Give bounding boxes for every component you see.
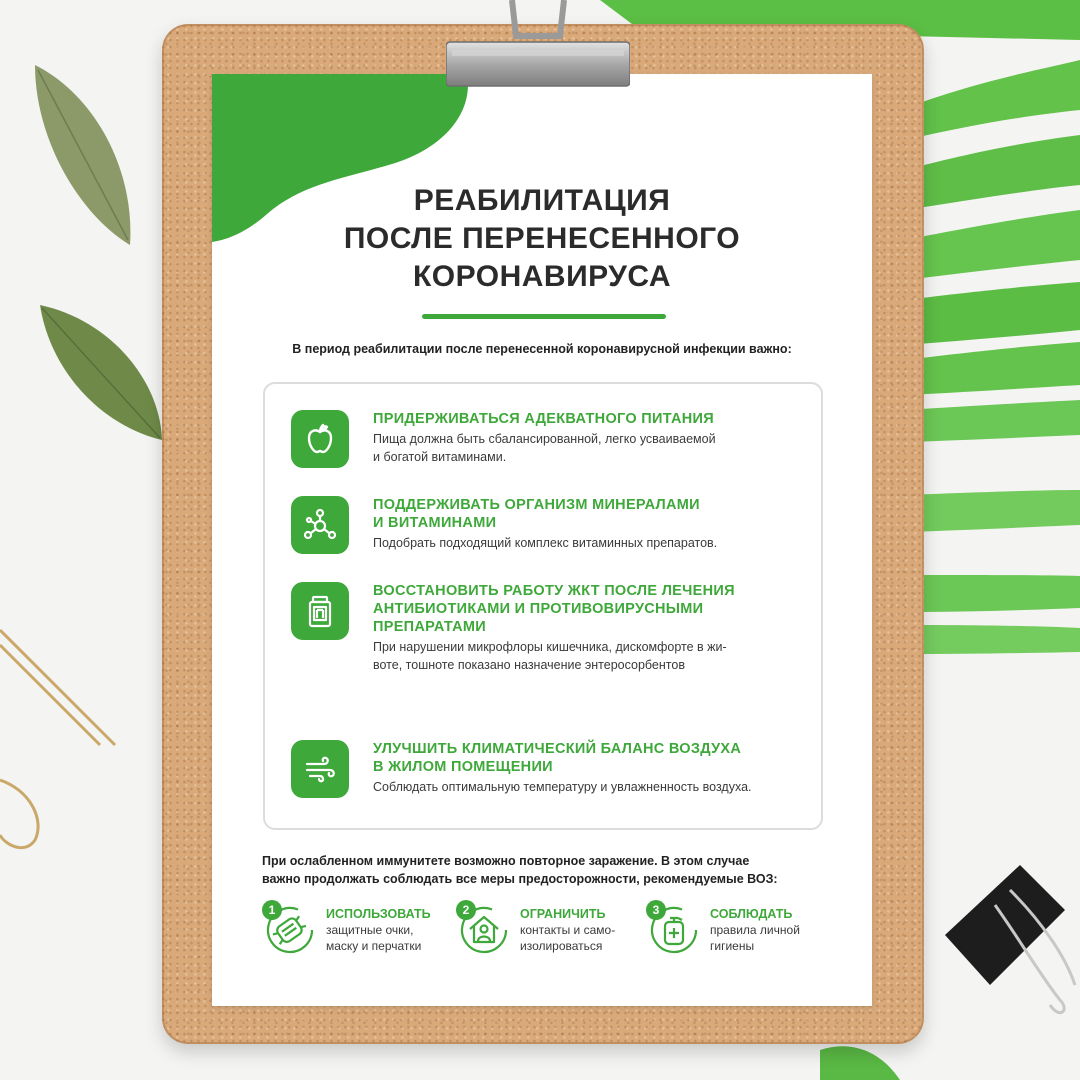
page-title	[212, 182, 872, 296]
tip-heading: УЛУЧШИТЬ КЛИМАТИЧЕСКИЙ БАЛАНС ВОЗДУХА В ЖИЛОМ ПОМЕЩЕНИИ	[373, 741, 742, 775]
rule-heading: ОГРАНИЧИТЬ	[520, 907, 606, 921]
info-sheet	[212, 74, 872, 1006]
air-flow-icon	[291, 740, 349, 798]
molecule-icon	[291, 496, 349, 554]
intro-text: В период реабилитации после перенесенной коронавирусной инфекции важно:	[292, 342, 792, 356]
rule-number-badge: 2	[456, 900, 476, 920]
rule-number-badge: 3	[646, 900, 666, 920]
pill-jar-icon	[291, 582, 349, 640]
rule-heading: СОБЛЮДАТЬ	[710, 907, 793, 921]
rule-description: защитные очки, маску и перчатки	[326, 923, 422, 953]
rule-description: правила личной гигиены	[710, 923, 800, 953]
tip-heading: ВОССТАНОВИТЬ РАБОТУ ЖКТ ПОСЛЕ ЛЕЧЕНИЯ АНТИБИОТИКАМИ И ПРОТИВОВИРУСНЫМИ ПРЕПАРАТАМИ	[373, 583, 735, 635]
tip-heading: ПРИДЕРЖИВАТЬСЯ АДЕКВАТНОГО ПИТАНИЯ	[373, 411, 714, 427]
rule-description: контакты и само- изолироваться	[520, 923, 616, 953]
tip-description: При нарушении микрофлоры кишечника, дискомфорте в жи- воте, тошноте показано назначение энтеросорбентов	[373, 640, 727, 672]
title-line: КОРОНАВИРУСА	[412, 260, 671, 293]
rule-item	[262, 902, 452, 962]
tip-description: Соблюдать оптимальную температуру и увлажненность воздуха.	[373, 780, 752, 794]
rule-number-badge: 1	[262, 900, 282, 920]
rule-item	[456, 902, 646, 962]
metal-clip	[446, 0, 630, 88]
title-underline	[422, 314, 666, 319]
olive-leaf-decor	[35, 65, 162, 440]
title-line: ПОСЛЕ ПЕРЕНЕСЕННОГО	[343, 222, 741, 255]
paperclip-decor	[0, 630, 115, 848]
tips-card	[263, 382, 823, 830]
tip-description: Подобрать подходящий комплекс витаминных препаратов.	[373, 536, 718, 550]
title-line: РЕАБИЛИТАЦИЯ	[413, 184, 671, 217]
binder-clip-decor	[945, 865, 1075, 1013]
rule-item	[646, 902, 846, 962]
tip-heading: ПОДДЕРЖИВАТЬ ОРГАНИЗМ МИНЕРАЛАМИ И ВИТАМИНАМИ	[373, 497, 700, 531]
immunity-notice: При ослабленном иммунитете возможно повторное заражение. В этом случае важно продолжать соблюдать все меры предосторожности, рекомендуемые ВОЗ:	[262, 854, 778, 886]
rule-heading: ИСПОЛЬЗОВАТЬ	[326, 907, 431, 921]
apple-icon	[291, 410, 349, 468]
tip-description: Пища должна быть сбалансированной, легко усваиваемой и богатой витаминами.	[373, 432, 716, 464]
